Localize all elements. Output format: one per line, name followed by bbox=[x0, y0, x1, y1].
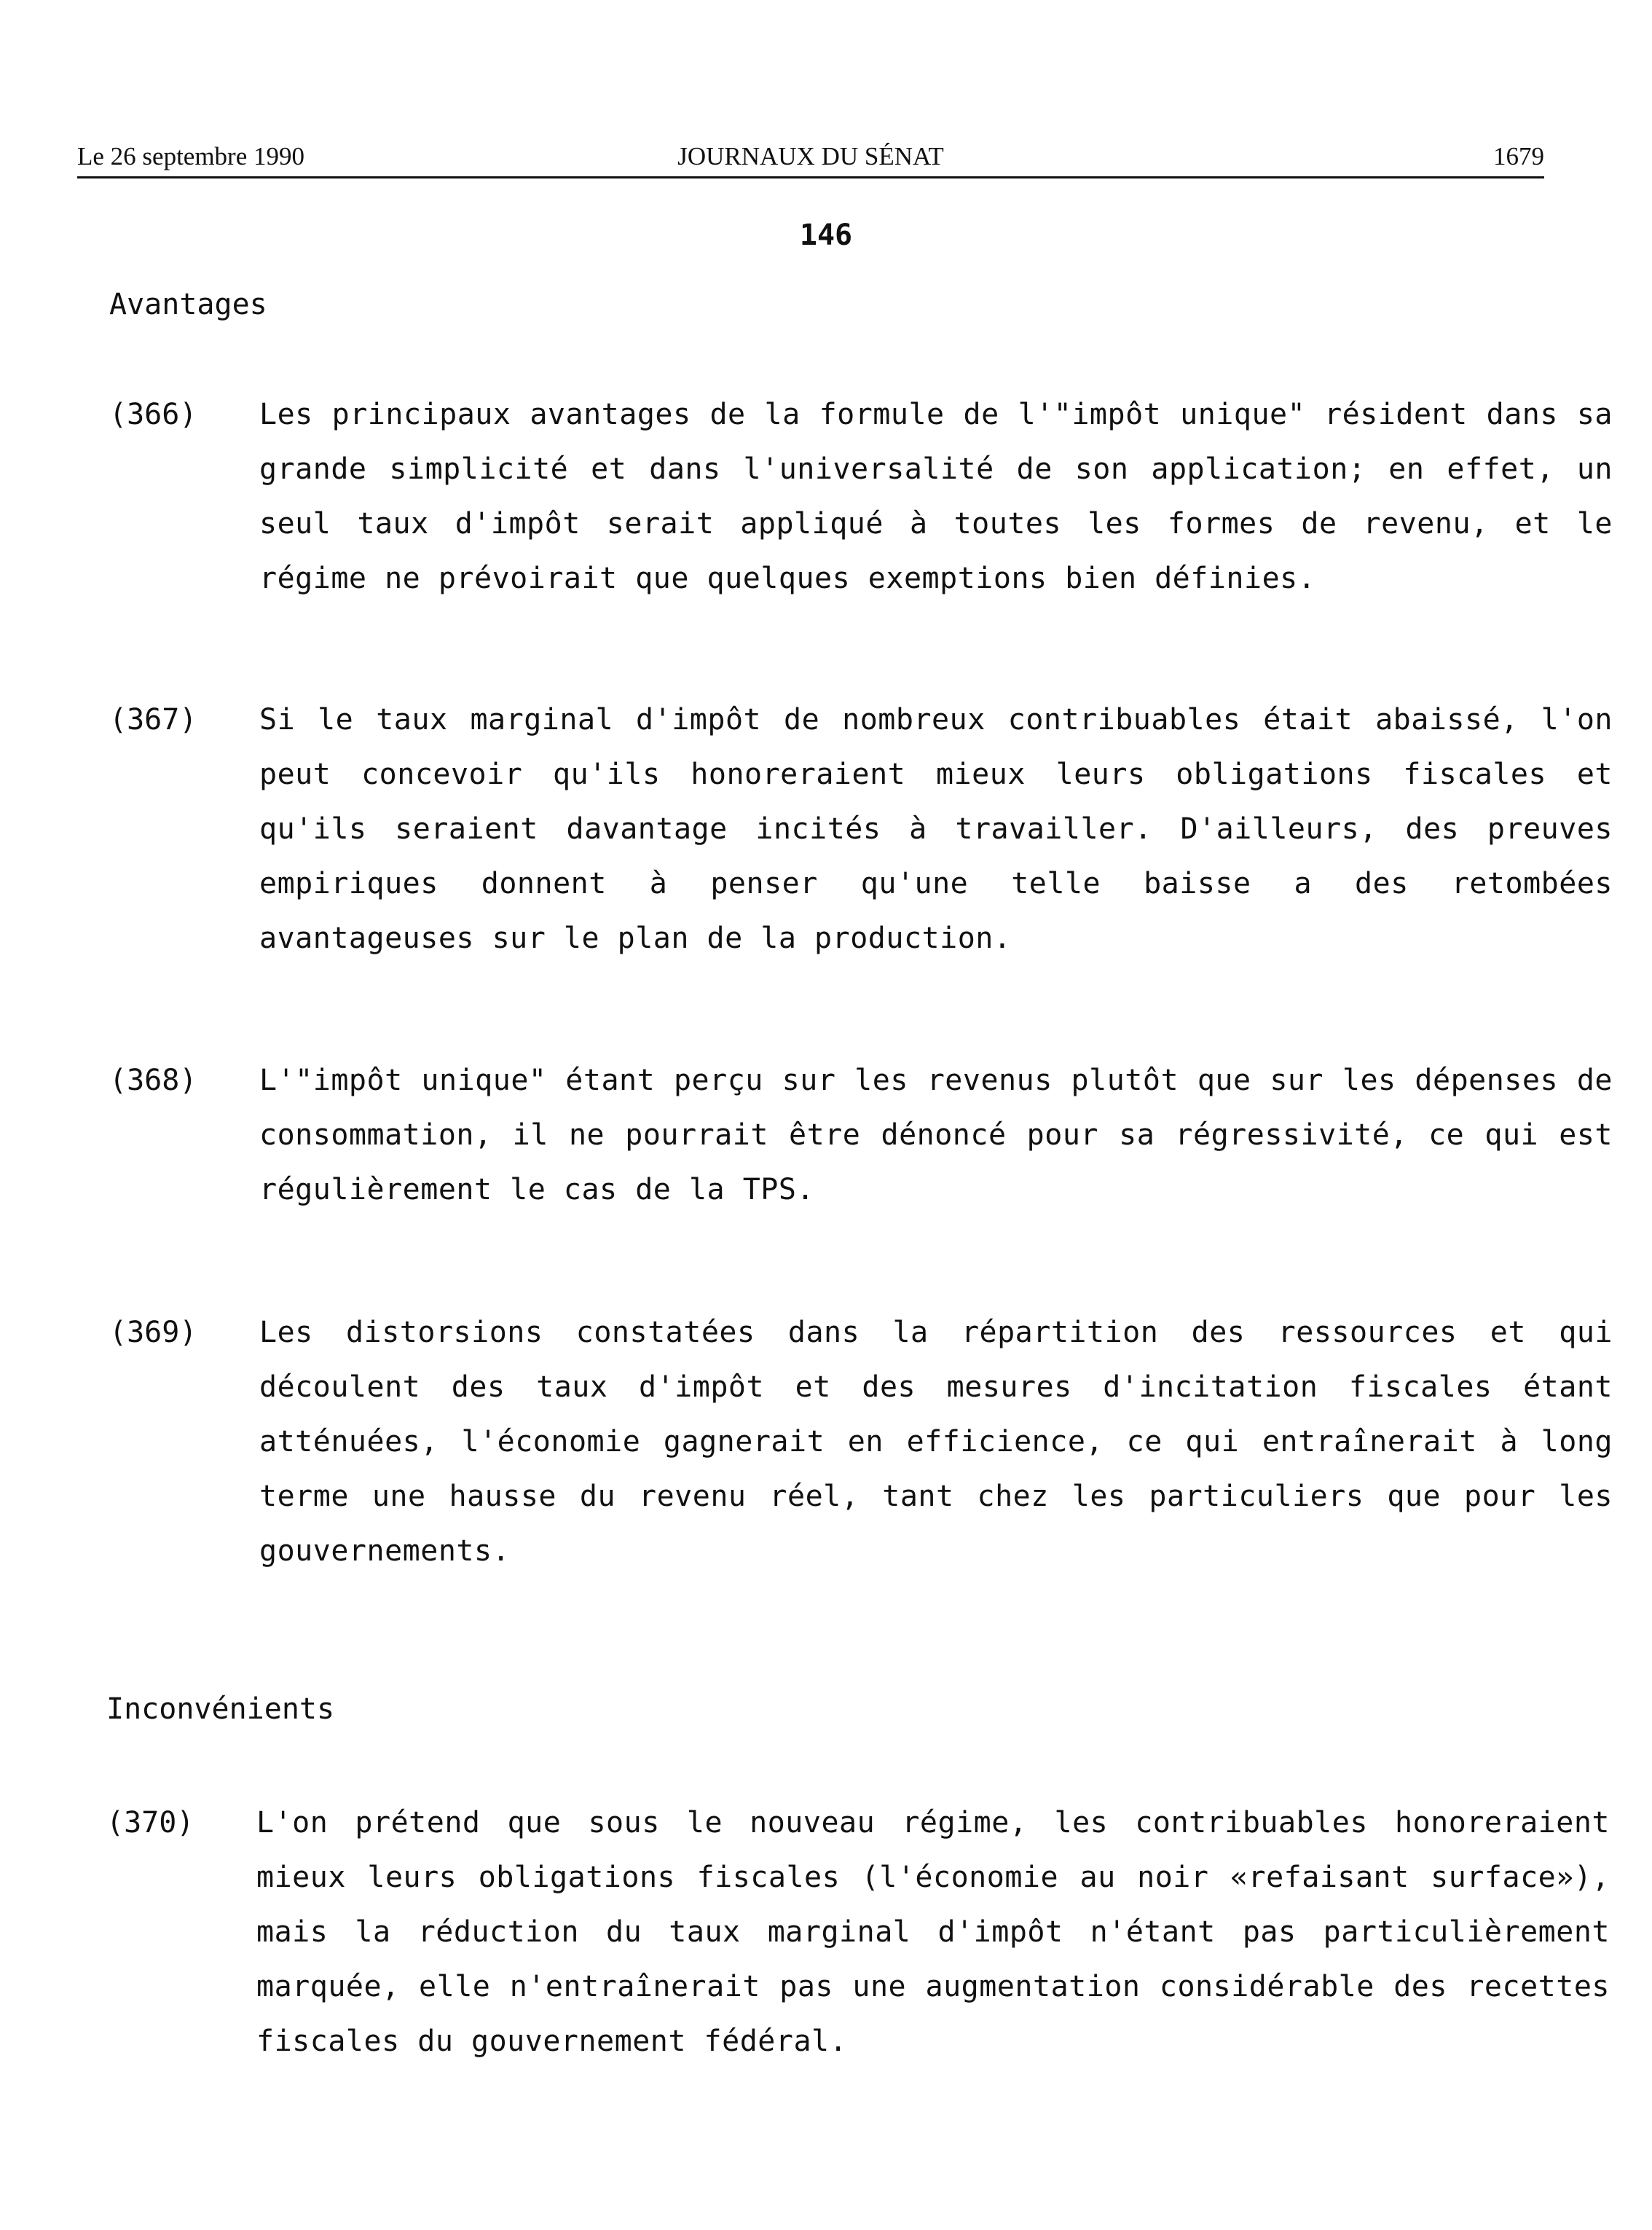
paragraph-366 bbox=[109, 388, 1613, 661]
header-rule bbox=[77, 176, 1544, 178]
page-number: 146 bbox=[799, 219, 853, 252]
header-page-number: 1679 bbox=[1493, 142, 1544, 170]
paragraph-number: (368) bbox=[109, 1064, 197, 1097]
paragraph-369 bbox=[109, 1306, 1613, 1633]
paragraph-text: L'on prétend que sous le nouveau régime, les contribuables honoreraient mieux leurs obligations fiscales (l'économie au noir «refaisant surface»), mais la réduction du taux marginal d'impôt n'étant pas particulièrement marquée, elle n'entraînerait pas une augmentation considérable des recettes fiscales du gouvernement fédéral. bbox=[256, 1806, 1610, 2058]
paragraph-368 bbox=[109, 1053, 1613, 1272]
section-heading-inconvenients: Inconvénients bbox=[106, 1692, 335, 1726]
paragraph-text: Les principaux avantages de la formule de l'"impôt unique" résident dans sa grande simplicité et dans l'universalité de son application; en effet, un seul taux d'impôt serait appliqué à toutes les formes de revenu, et le régime ne prévoirait que quelques exemptions bien définies. bbox=[259, 398, 1613, 595]
header-date: Le 26 septembre 1990 bbox=[77, 142, 304, 170]
paragraph-number: (366) bbox=[109, 398, 197, 431]
header-journal-title: JOURNAUX DU SÉNAT bbox=[677, 142, 944, 170]
paragraph-text: Si le taux marginal d'impôt de nombreux contribuables était abaissé, l'on peut concevoir qu'ils honoreraient mieux leurs obligations fiscales et qu'ils seraient davantage incités à travailler. D'ailleurs, des preuves empiriques donnent à penser qu'une telle baisse a des retombées avantageuses sur le plan de la production. bbox=[259, 703, 1613, 955]
paragraph-text: L'"impôt unique" étant perçu sur les revenus plutôt que sur les dépenses de consommation, il ne pourrait être dénoncé pour sa régressivité, ce qui est régulièrement le cas de la TPS. bbox=[259, 1064, 1613, 1206]
paragraph-367 bbox=[109, 693, 1613, 1021]
paragraph-370 bbox=[106, 1796, 1610, 2124]
paragraph-number: (367) bbox=[109, 703, 197, 737]
paragraph-number: (370) bbox=[106, 1806, 194, 1840]
paragraph-number: (369) bbox=[109, 1316, 197, 1349]
paragraph-text: Les distorsions constatées dans la répartition des ressources et qui découlent des taux d'impôt et des mesures d'incitation fiscales étant atténuées, l'économie gagnerait en efficience, ce qui entraînerait à long terme une hausse du revenu réel, tant chez les particuliers que pour les gouvernements. bbox=[259, 1316, 1613, 1568]
running-header bbox=[77, 140, 1544, 173]
section-heading-avantages: Avantages bbox=[109, 288, 267, 321]
